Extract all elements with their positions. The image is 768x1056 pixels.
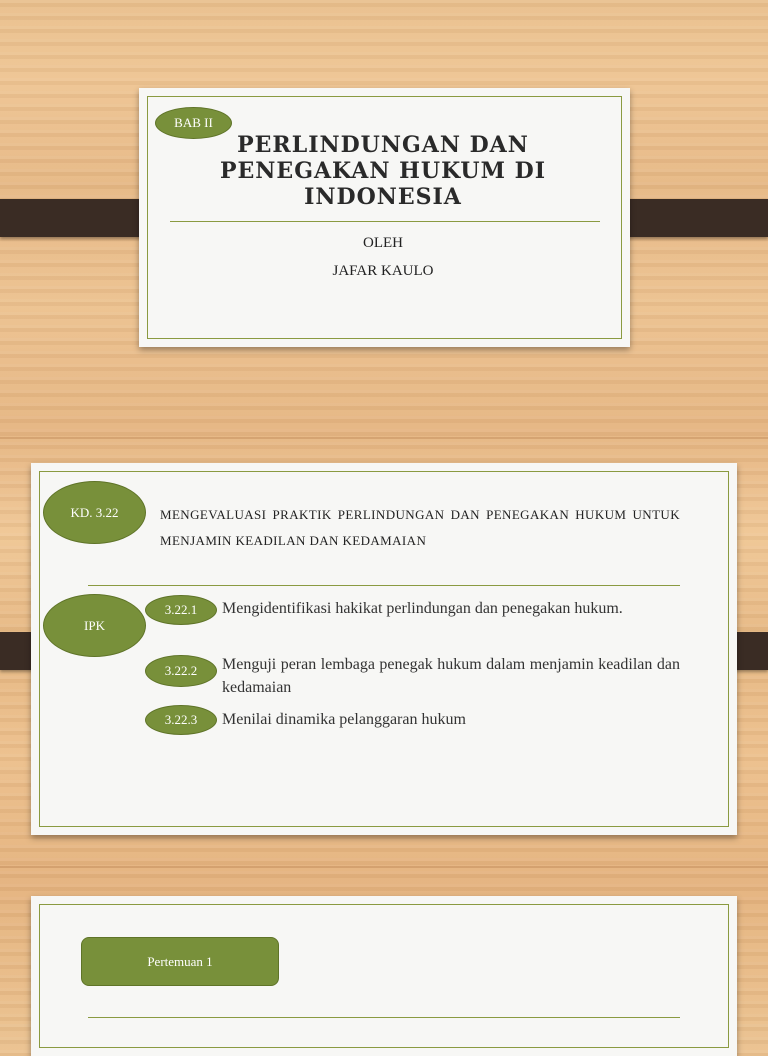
ipk-item-text: Mengidentifikasi hakikat perlindungan dan penegakan hukum.: [222, 600, 623, 617]
kd-description: MENGEVALUASI PRAKTIK PERLINDUNGAN DAN PENEGAKAN HUKUM UNTUK MENJAMIN KEADILAN DAN KEDAMAIAN: [160, 507, 680, 548]
meeting-1-button[interactable]: Pertemuan 1: [81, 937, 279, 986]
title-divider: [170, 221, 600, 222]
ipk-badge: IPK: [43, 594, 146, 657]
ipk-code-badge: 3.22.2: [145, 655, 217, 687]
kd-badge: KD. 3.22: [43, 481, 146, 544]
by-label: OLEH: [363, 235, 403, 251]
wood-seam: [0, 437, 768, 439]
chapter-badge: BAB II: [155, 107, 232, 139]
left-strap: [0, 199, 156, 237]
kd-divider: [88, 585, 680, 586]
meeting-divider: [88, 1017, 680, 1018]
ipk-code-badge: 3.22.3: [145, 705, 217, 735]
author-name: JAFAR KAULO: [332, 263, 434, 279]
ipk-item-text: Menilai dinamika pelanggaran hukum: [222, 711, 466, 728]
ipk-code-badge: 3.22.1: [145, 595, 217, 625]
ipk-item-text: Menguji peran lembaga penegak hukum dalam menjamin keadilan dan kedamaian: [222, 656, 680, 696]
wood-seam: [0, 866, 768, 868]
slide-title: PERLINDUNGAN DAN PENEGAKAN HUKUM DI INDONESIA: [220, 132, 546, 210]
right-strap: [612, 199, 768, 237]
